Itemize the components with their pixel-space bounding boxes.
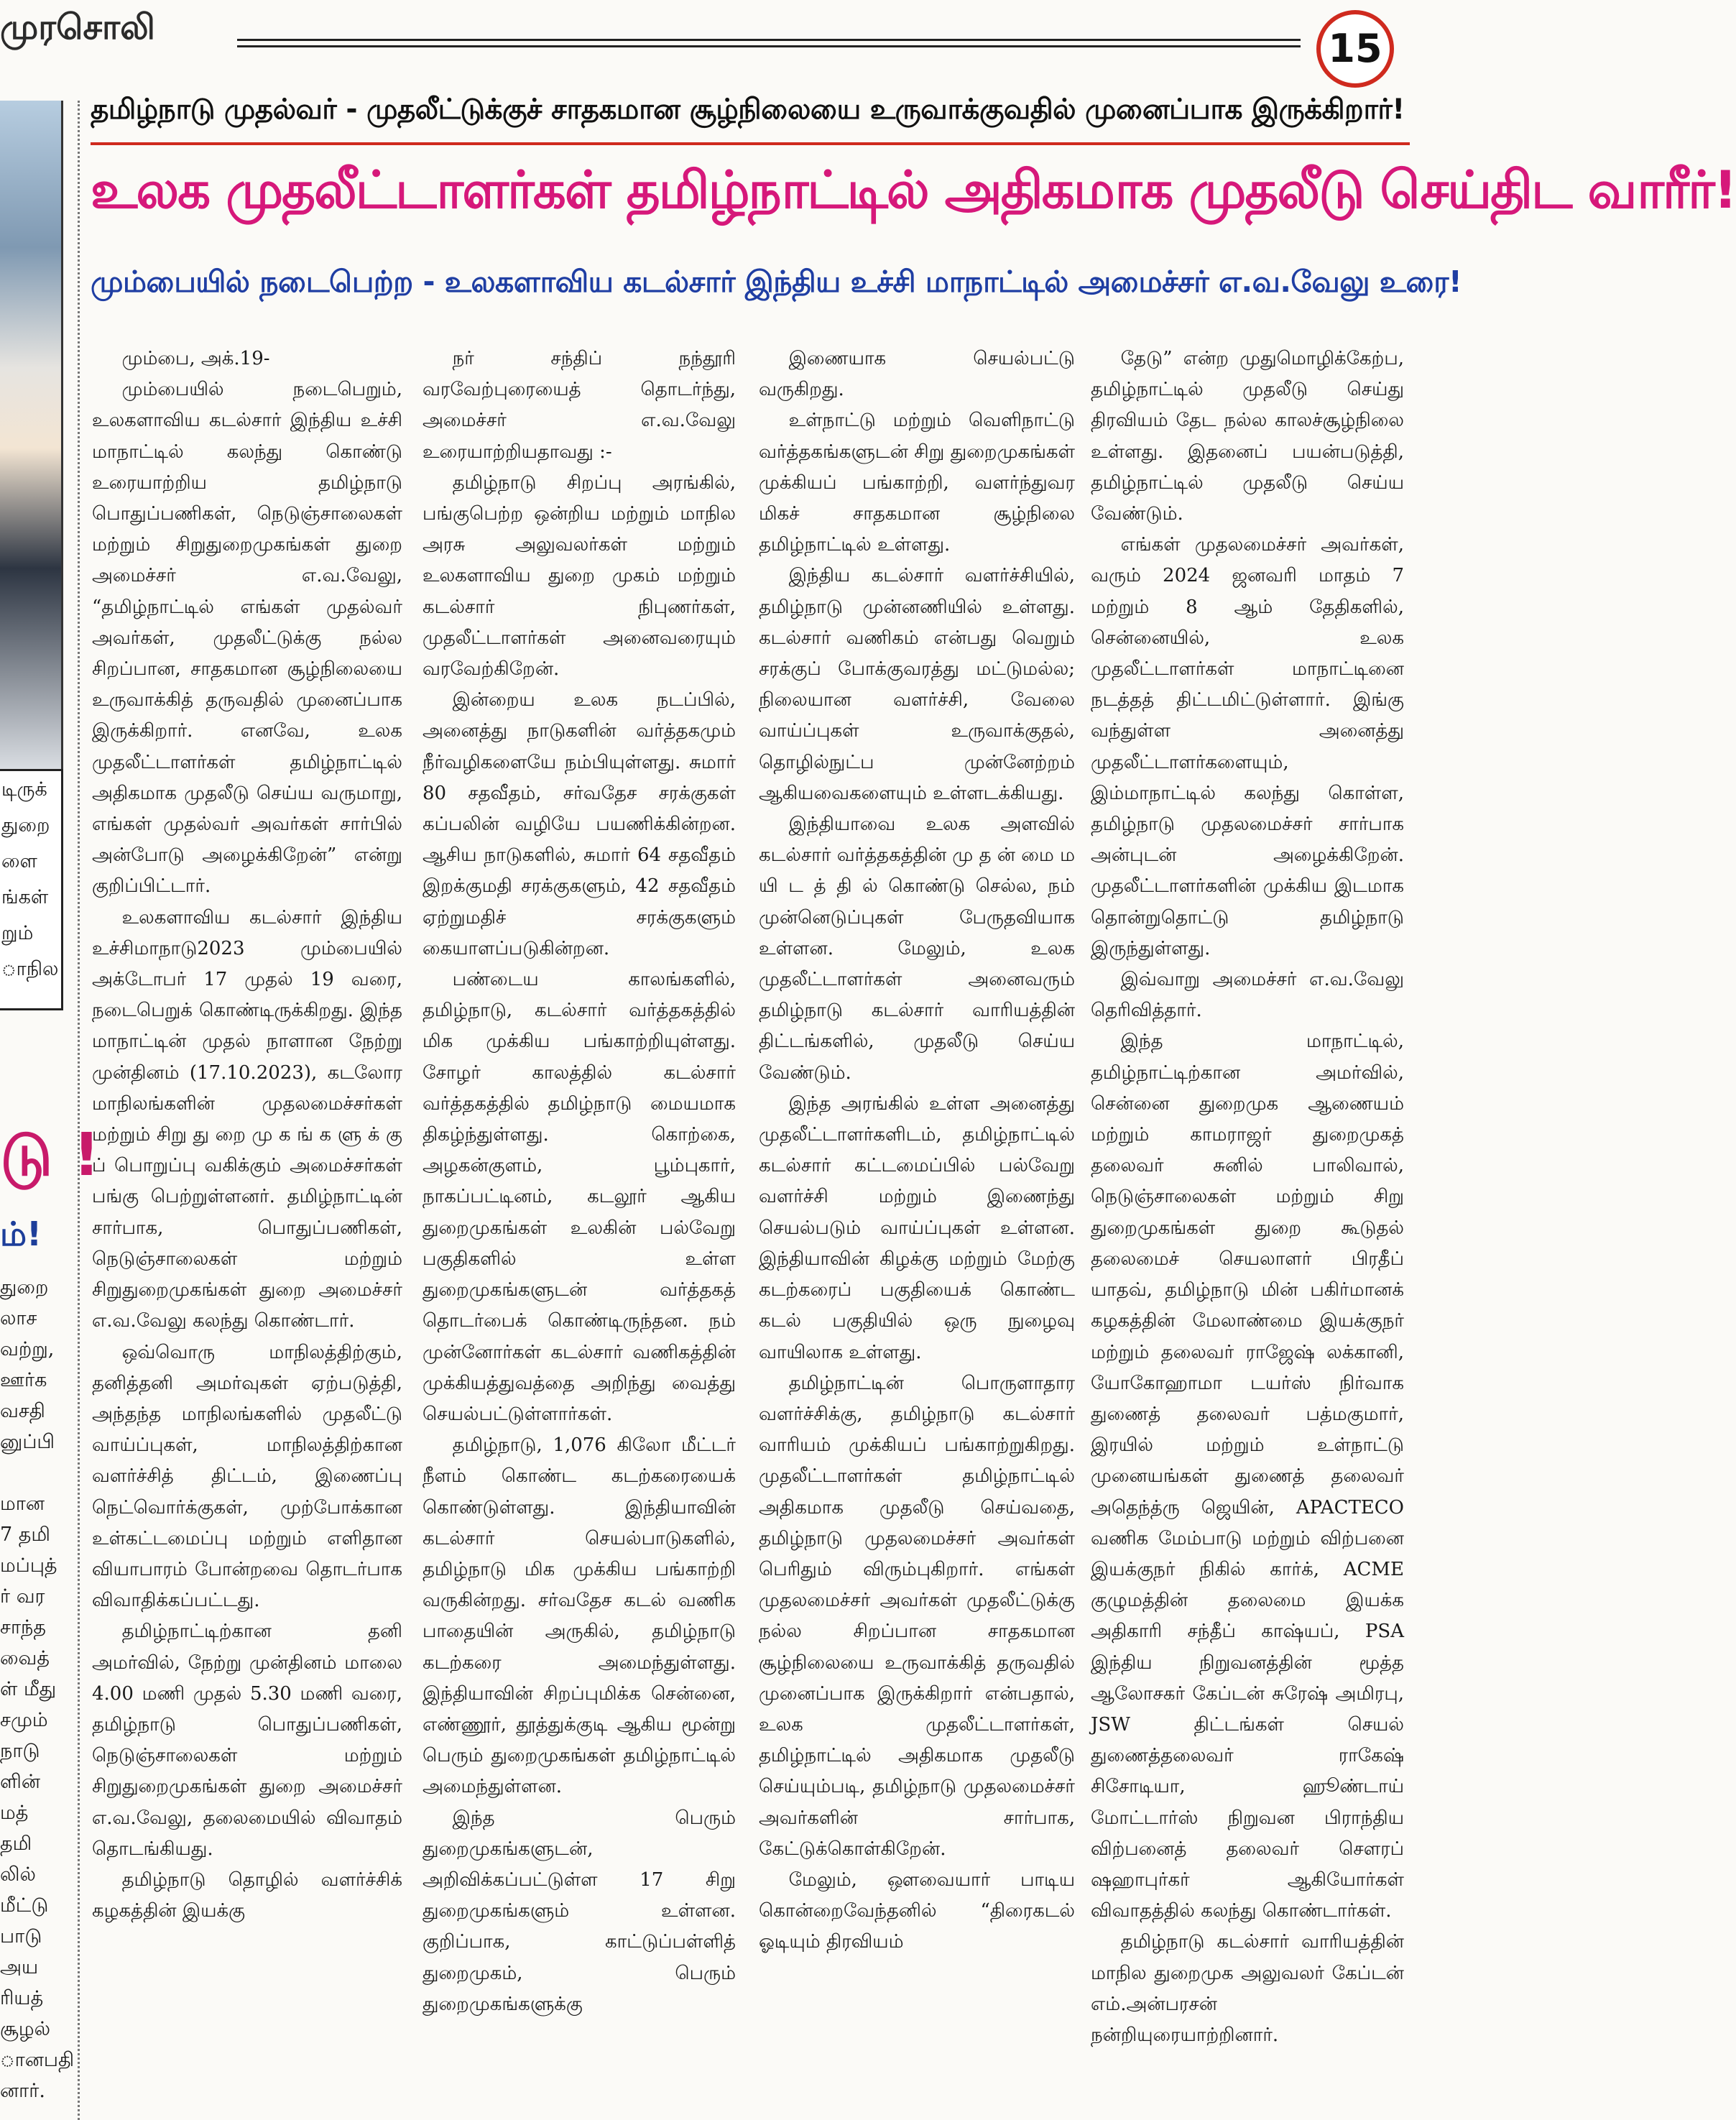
- adjacent-text-line: ர் வர: [0, 1585, 45, 1608]
- article-paragraph: எங்கள் முதலமைச்சர் அவர்கள், வரும் 2024 ஜனவரி மாதம் 7 மற்றும் 8 ஆம் தேதிகளில், சென்னையில், உலக முதலீட்டாளர்கள் மாநாட்டினை நடத்தத் திட்டமிட்டுள்ளார். இங்கு வந்துள்ள அனைத்து முதலீட்டாளர்களையும், இம்மாநாட்டில் கலந்து கொள்ள, தமிழ்நாடு முதலமைச்சர் சார்பாக அன்புடன் அழைக்கிறேன். முதலீட்டாளர்களின் முக்கிய இடமாக தொன்றுதொட்டு தமிழ்நாடு இருந்துள்ளது.: [1091, 534, 1404, 959]
- article-paragraph: இந்திய கடல்சார் வளர்ச்சியில், தமிழ்நாடு முன்னணியில் உள்ளது. கடல்சார் வணிகம் என்பது வெறும் சரக்குப் போக்குவரத்து மட்டுமல்ல; நிலையான வளர்ச்சி, வேலை வாய்ப்புகள் உருவாக்குதல், தொழில்நுட்ப முன்னேற்றம் ஆகியவைகளையும் உள்ளடக்கியது.: [759, 565, 1075, 804]
- column-separator: [78, 101, 80, 2120]
- adjacent-text-line: வைத்: [0, 1647, 50, 1669]
- caption-line: ளை: [1, 850, 37, 872]
- adjacent-text-line: சாந்த: [0, 1616, 46, 1639]
- article-paragraph: உள்நாட்டு மற்றும் வெளிநாட்டு வர்த்தகங்களுடன் சிறு துறைமுகங்கள் முக்கியப் பங்காற்றி, வளர்ந்துவர மிகச் சாதகமான சூழ்நிலை தமிழ்நாட்டில் உள்ளது.: [759, 410, 1075, 556]
- article-paragraph: மும்பையில் நடைபெறும், உலகளாவிய கடல்சார் இந்திய உச்சி மாநாட்டில் கலந்து கொண்டு உரையாற்றிய தமிழ்நாடு பொதுப்பணிகள், நெடுஞ்சாலைகள் மற்றும் சிறுதுறைமுகங்கள் துறை அமைச்சர் எ.வ.வேலு, “தமிழ்நாட்டில் எங்கள் முதல்வர் அவர்கள், முதலீட்டுக்கு நல்ல சிறப்பான, சாதகமான சூழ்நிலையை உருவாக்கித் தருவதில் முனைப்பாக இருக்கிறார். எனவே, உலக முதலீட்டாளர்கள் தமிழ்நாட்டில் அதிகமாக முதலீடு செய்ய வருமாறு, எங்கள் முதல்வர் அவர்கள் சார்பில் அன்போடு அழைக்கிறேன்” என்று குறிப்பிட்டார்.: [92, 379, 402, 898]
- adjacent-text-line: [0, 1457, 72, 1488]
- adjacent-text-line: சமும்: [0, 1709, 48, 1731]
- article-paragraph: ஒவ்வொரு மாநிலத்திற்கும், தனித்தனி அமர்வுகள் ஏற்படுத்தி, அந்தந்த மாநிலங்களில் முதலீட்டு வாய்ப்புகள், மாநிலத்திற்கான வளர்ச்சித் திட்டம், இணைப்பு நெட்வொர்க்குகள், முற்போக்கான உள்கட்டமைப்பு மற்றும் எளிதான வியாபாரம் போன்றவை தொடர்பாக விவாதிக்கப்பட்டது.: [92, 1341, 402, 1612]
- main-headline: உலக முதலீட்டாளர்கள் தமிழ்நாட்டில் அதிகமாக முதலீடு செய்திட வாரீர்!: [91, 160, 1736, 220]
- caption-line: துறை: [1, 814, 50, 837]
- caption-line: ாநில: [1, 958, 59, 980]
- photo-caption-box: [0, 769, 63, 1010]
- adjacent-text-line: தமி: [0, 1833, 32, 1855]
- adjacent-article-text: [0, 1272, 75, 2106]
- kicker-headline: தமிழ்நாடு முதல்வர் - முதலீட்டுக்குச் சாதகமான சூழ்நிலையை உருவாக்குவதில் முனைப்பாக இருக்கிறார்!: [91, 93, 1405, 126]
- article-paragraph: இன்றைய உலக நடப்பில், அனைத்து நாடுகளின் வர்த்தகமும் நீர்வழிகளையே நம்பியுள்ளது. சுமார் 80 சதவீதம், சர்வதேச சரக்குகள் கப்பலின் வழியே பயணிக்கின்றன. ஆசிய நாடுகளில், சுமார் 64 சதவீதம் இறக்குமதி சரக்குகளும், 42 சதவீதம் ஏற்றுமதிச் சரக்குகளும் கையாளப்படுகின்றன.: [423, 689, 736, 959]
- article-paragraph: தமிழ்நாட்டிற்கான தனி அமர்வில், நேற்று முன்தினம் மாலை 4.00 மணி முதல் 5.30 மணி வரை, தமிழ்நாடு பொதுப்பணிகள், நெடுஞ்சாலைகள் மற்றும் சிறுதுறைமுகங்கள் துறை அமைச்சர் எ.வ.வேலு, தலைமையில் விவாதம் தொடங்கியது.: [92, 1621, 402, 1860]
- article-paragraph: நர் சந்திப் நந்தூரி வரவேற்புரையைத் தொடர்ந்து, அமைச்சர் எ.வ.வேலு உரையாற்றியதாவது :-: [423, 348, 736, 463]
- article-paragraph: மும்பை, அக்.19-: [121, 348, 270, 369]
- adjacent-text-line: லாச: [0, 1307, 37, 1329]
- adjacent-text-line: ரியத்: [0, 1987, 44, 2009]
- adjacent-text-line: பாடு: [0, 1925, 42, 1948]
- caption-line: டிருக்: [1, 778, 47, 801]
- article-paragraph: இந்த அரங்கில் உள்ள அனைத்து முதலீட்டாளர்களிடம், தமிழ்நாட்டில் கடல்சார் கட்டமைப்பில் பல்வேறு வளர்ச்சி மற்றும் இணைந்து செயல்படும் வாய்ப்புகள் உள்ளன. இந்தியாவின் கிழக்கு மற்றும் மேற்கு கடற்கரைப் பகுதியைக் கொண்ட கடல் பகுதியில் ஒரு நுழைவு வாயிலாக உள்ளது.: [759, 1092, 1075, 1363]
- article-column-2: [423, 344, 736, 2120]
- adjacent-text-line: மத்: [0, 1802, 29, 1824]
- article-column-1: [92, 344, 402, 2120]
- article-paragraph: இந்த மாநாட்டில், தமிழ்நாட்டிற்கான அமர்வில், சென்னை துறைமுக ஆணையம் மற்றும் காமராஜர் துறைமுகத் தலைவர் சுனில் பாலிவால், நெடுஞ்சாலைகள் மற்றும் சிறு துறைமுகங்கள் துறை கூடுதல் தலைமைச் செயலாளர் பிரதீப் யாதவ், தமிழ்நாடு மின் பகிர்மானக் கழகத்தின் மேலாண்மை இயக்குநர் மற்றும் தலைவர் ராஜேஷ் லக்கானி, யோகோஹாமா டயர்ஸ் நிர்வாக துணைத் தலைவர் பத்மகுமார், இரயில் மற்றும் உள்நாட்டு முனையங்கள் துணைத் தலைவர் அதெந்த்ரு ஜெயின், APACTECO வணிக மேம்பாடு மற்றும் விற்பனை இயக்குநர் நிகில் கார்க், ACME குழுமத்தின் தலைமை இயக்க அதிகாரி சந்தீப் காஷ்யப், PSA இந்திய நிறுவனத்தின் மூத்த ஆலோசகர் கேப்டன் சுரேஷ் அமிரபு, JSW திட்டங்கள் செயல் துணைத்தலைவர் ராகேஷ் சிசோடியா, ஹூண்டாய் மோட்டார்ஸ் நிறுவன பிராந்திய விற்பனைத் தலைவர் சௌரப் ஷஹாபுர்கர் ஆகியோர்கள் விவாதத்தில் கலந்து கொண்டார்கள்.: [1091, 1031, 1404, 1922]
- adjacent-text-line: வசதி: [0, 1400, 45, 1422]
- adjacent-text-line: மான: [0, 1493, 45, 1515]
- caption-line: றும்: [1, 922, 34, 944]
- adjacent-text-line: மப்புத்: [0, 1554, 57, 1577]
- article-paragraph: தமிழ்நாடு, 1,076 கிலோ மீட்டர் நீளம் கொண்ட கடற்கரையைக் கொண்டுள்ளது. இந்தியாவின் கடல்சார் செயல்பாடுகளில், தமிழ்நாடு மிக முக்கிய பங்காற்றி வருகின்றது. சர்வதேச கடல் வணிக பாதையின் அருகில், தமிழ்நாடு கடற்கரை அமைந்துள்ளது. இந்தியாவின் சிறப்புமிக்க சென்னை, எண்ணூர், தூத்துக்குடி ஆகிய மூன்று பெரும் துறைமுகங்கள் தமிழ்நாட்டில் அமைந்துள்ளன.: [423, 1434, 736, 1798]
- adjacent-text-line: ளின்: [0, 1771, 41, 1793]
- article-paragraph: பண்டைய காலங்களில், தமிழ்நாடு, கடல்சார் வர்த்தகத்தில் மிக முக்கிய பங்காற்றியுள்ளது. சோழர் காலத்தில் கடல்சார் வர்த்தகத்தில் தமிழ்நாடு மையமாக திகழ்ந்துள்ளது. கொற்கை, அழகன்குளம், பூம்புகார், நாகப்பட்டினம், கடலூர் ஆகிய துறைமுகங்கள் உலகின் பல்வேறு பகுதிகளில் உள்ள துறைமுகங்களுடன் வர்த்தகத் தொடர்பைக் கொண்டிருந்தன. நம் முன்னோர்கள் கடல்சார் வணிகத்தின் முக்கியத்துவத்தை அறிந்து வைத்து செயல்பட்டுள்ளார்கள்.: [423, 969, 736, 1425]
- adjacent-text-line: சூழல்: [0, 2018, 50, 2040]
- article-paragraph: இந்தியாவை உலக அளவில் கடல்சார் வர்த்தகத்தின் மு த ன் மை ம யி ட த் தி ல் கொண்டு செல்ல, நம் முன்னெடுப்புகள் பேருதவியாக உள்ளன. மேலும், உலக முதலீட்டாளர்கள் அனைவரும் தமிழ்நாடு கடல்சார் வாரியத்தின் திட்டங்களில், முதலீடு செய்ய வேண்டும்.: [759, 814, 1075, 1084]
- adjacent-text-line: ள் மீது: [0, 1678, 57, 1700]
- article-paragraph: தேடு” என்ற முதுமொழிக்கேற்ப, தமிழ்நாட்டில் முதலீடு செய்து திரவியம் தேட நல்ல காலச்சூழ்நிலை உள்ளது. இதனைப் பயன்படுத்தி, தமிழ்நாட்டில் முதலீடு செய்ய வேண்டும்.: [1091, 348, 1404, 525]
- article-paragraph: தமிழ்நாடு கடல்சார் வாரியத்தின் மாநில துறைமுக அலுவலர் கேப்டன் எம்.அன்பரசன் நன்றியுரையாற்றினார்.: [1091, 1931, 1404, 2046]
- adjacent-text-line: னுப்பி: [0, 1431, 55, 1453]
- sub-headline: மும்பையில் நடைபெற்ற - உலகளாவிய கடல்சார் இந்திய உச்சி மாநாட்டில் அமைச்சர் எ.வ.வேலு உரை!: [91, 264, 1462, 299]
- adjacent-text-line: துறை: [0, 1276, 49, 1299]
- adjacent-text-line: னார்.: [0, 2080, 45, 2102]
- adjacent-headline: டு !: [0, 1121, 101, 1189]
- article-column-4: [1091, 344, 1404, 2120]
- article-paragraph: இவ்வாறு அமைச்சர் எ.வ.வேலு தெரிவித்தார்.: [1091, 969, 1404, 1022]
- adjacent-text-line: ானபதி: [0, 2049, 75, 2071]
- adjacent-text-line: 7 தமி: [0, 1524, 50, 1546]
- adjacent-text-line: நாடு: [0, 1740, 40, 1762]
- headline-rule: [91, 142, 1410, 145]
- cropped-photo: [0, 101, 63, 769]
- adjacent-text-line: ஊர்க: [0, 1369, 47, 1391]
- adjacent-text-line: லில்: [0, 1863, 36, 1886]
- article-paragraph: தமிழ்நாடு சிறப்பு அரங்கில், பங்குபெற்ற ஒன்றிய மற்றும் மாநில அரசு அலுவலர்கள் மற்றும் உலகளாவிய துறை முகம் மற்றும் கடல்சார் நிபுணர்கள், முதலீட்டாளர்கள் அனைவரையும் வரவேற்கிறேன்.: [423, 471, 736, 681]
- newspaper-name: முரசொலி: [0, 7, 155, 47]
- article-paragraph: இந்த பெரும் துறைமுகங்களுடன், அறிவிக்கப்பட்டுள்ள 17 சிறு துறைமுகங்களும் உள்ளன. குறிப்பாக, காட்டுப்பள்ளித் துறைமுகம், பெரும் துறைமுகங்களுக்கு: [423, 1807, 736, 2015]
- article-paragraph: தமிழ்நாட்டின் பொருளாதார வளர்ச்சிக்கு, தமிழ்நாடு கடல்சார் வாரியம் முக்கியப் பங்காற்றுகிறது. முதலீட்டாளர்கள் தமிழ்நாட்டில் அதிகமாக முதலீடு செய்வதை, தமிழ்நாடு முதலமைச்சர் அவர்கள் பெரிதும் விரும்புகிறார். எங்கள் முதலமைச்சர் அவர்கள் முதலீட்டுக்கு நல்ல சிறப்பான சாதகமான சூழ்நிலையை உருவாக்கித் தருவதில் முனைப்பாக இருக்கிறார் என்பதால், உலக முதலீட்டாளர்கள், தமிழ்நாட்டில் அதிகமாக முதலீடு செய்யும்படி, தமிழ்நாடு முதலமைச்சர் அவர்களின் சார்பாக, கேட்டுக்கொள்கிறேன்.: [759, 1372, 1075, 1860]
- adjacent-subhead: ம்!: [0, 1215, 42, 1253]
- adjacent-text-line: வற்று,: [0, 1338, 55, 1360]
- article-column-3: [759, 344, 1075, 2120]
- caption-line: ங்கள்: [1, 886, 49, 908]
- article-paragraph: மேலும், ஔவையார் பாடிய கொன்றைவேந்தனில் “திரைகடல் ஓடியும் திரவியம்: [759, 1868, 1075, 1953]
- adjacent-text-line: அய: [0, 1956, 39, 1978]
- article-paragraph: இணையாக செயல்பட்டு வருகிறது.: [759, 348, 1075, 401]
- article-paragraph: தமிழ்நாடு தொழில் வளர்ச்சிக் கழகத்தின் இயக்கு: [92, 1868, 402, 1922]
- page-number-badge: 15: [1316, 10, 1394, 88]
- article-paragraph: உலகளாவிய கடல்சார் இந்திய உச்சிமாநாடு2023 மும்பையில் அக்டோபர் 17 முதல் 19 வரை, நடைபெறுக் கொண்டிருக்கிறது. இந்த மாநாட்டின் முதல் நாளான நேற்று முன்தினம் (17.10.2023), கடலோர மாநிலங்களின் முதலமைச்சர்கள் மற்றும் சிறு து றை மு க ங் க ளு க் கு ப் பொறுப்பு வகிக்கும் அமைச்சர்கள் பங்கு பெற்றுள்ளனர். தமிழ்நாட்டின் சார்பாக, பொதுப்பணிகள், நெடுஞ்சாலைகள் மற்றும் சிறுதுறைமுகங்கள் துறை அமைச்சர் எ.வ.வேலு கலந்து கொண்டார்.: [92, 906, 402, 1332]
- adjacent-text-line: மீட்டு: [0, 1894, 49, 1917]
- masthead-rule: [237, 39, 1301, 47]
